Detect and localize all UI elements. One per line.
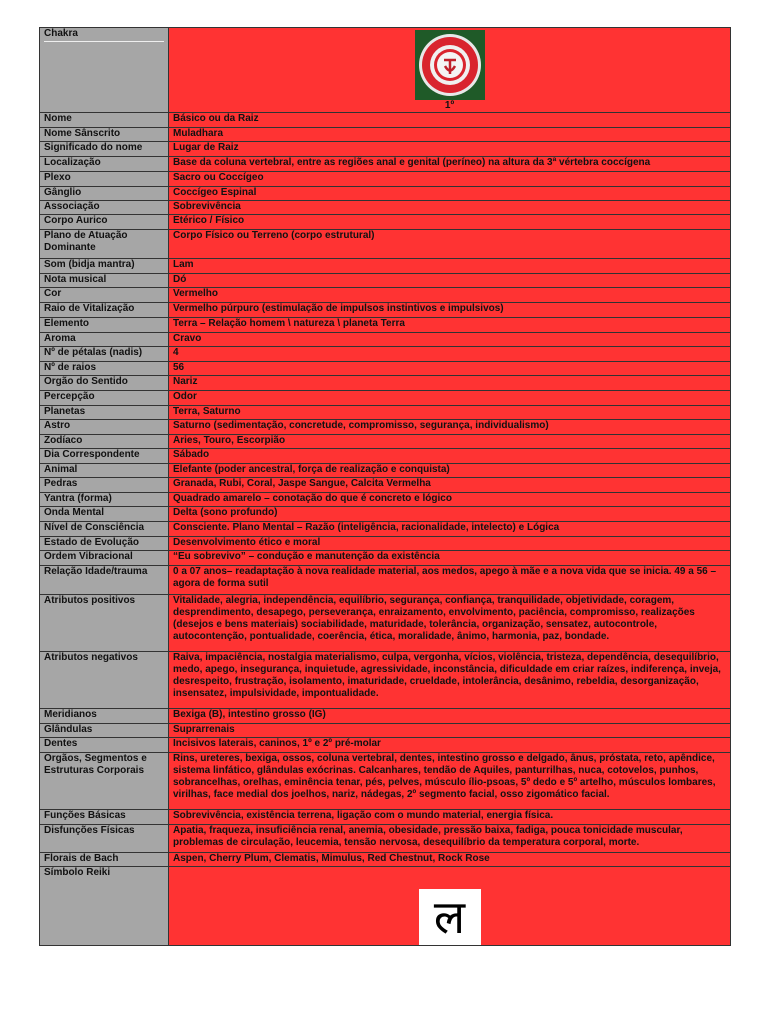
table-row: [40, 201, 731, 215]
table-row: [40, 288, 731, 303]
attribute-value: Sacro ou Coccígeo: [169, 172, 731, 187]
table-row: [40, 157, 731, 172]
attribute-label: Percepção: [40, 391, 169, 406]
header-row: [40, 28, 731, 113]
table-row: [40, 420, 731, 435]
reiki-label: Símbolo Reiki: [40, 867, 169, 946]
attribute-value: 0 a 07 anos– readaptação à nova realidade material, aos medos, apego à mãe e a nova vida que se inicia. 49 a 56 – agora de forma sutil: [169, 566, 731, 595]
attribute-label: Planetas: [40, 406, 169, 420]
attribute-value: Suprarrenais: [169, 724, 731, 738]
attribute-label: Zodíaco: [40, 435, 169, 449]
attribute-label: Orgãos, Segmentos e Estruturas Corporais: [40, 753, 169, 810]
table-row: [40, 187, 731, 201]
chakra-number: 1º: [444, 100, 455, 111]
table-row: [40, 493, 731, 507]
attribute-value: Rins, ureteres, bexiga, ossos, coluna vertebral, dentes, intestino grosso e delgado, ânus, próstata, reto, apêndice, sistema linfático, glândulas exócrinas. Calcanhares, tendão de Aquiles, panturrilhas, nuca, cotovelos, punhos, sobrancelhas, orelhas, eminência tenar, pés, pelves, músculo ílio-psoas, 5º dedo e 5º artelho, músculos lombares, virilhas, face medial dos joelhos, nariz, nádegas, 2º segmento facial, osso zigomático facial.: [169, 753, 731, 810]
attribute-label: Glândulas: [40, 724, 169, 738]
attribute-value: Sobrevivência: [169, 201, 731, 215]
attribute-label: Pedras: [40, 478, 169, 493]
attribute-value: Granada, Rubi, Coral, Jaspe Sangue, Calcita Vermelha: [169, 478, 731, 493]
table-row: [40, 259, 731, 274]
reiki-symbol-box: [419, 889, 481, 945]
table-row: [40, 318, 731, 333]
attribute-label: Atributos negativos: [40, 652, 169, 709]
table-row: [40, 709, 731, 724]
attribute-value: Terra, Saturno: [169, 406, 731, 420]
table-row: [40, 215, 731, 230]
attribute-label: Nº de raios: [40, 362, 169, 376]
table-row: [40, 347, 731, 362]
header-label: Chakra: [40, 28, 169, 113]
table-row: [40, 274, 731, 288]
attribute-value: Básico ou da Raiz: [169, 113, 731, 128]
table-row: [40, 230, 731, 259]
attribute-value: Base da coluna vertebral, entre as regiões anal e genital (períneo) na altura da 3ª vértebra coccígena: [169, 157, 731, 172]
table-row: [40, 595, 731, 652]
table-row: [40, 738, 731, 753]
table-row: [40, 478, 731, 493]
table-row: [40, 566, 731, 595]
table-row: [40, 362, 731, 376]
table-row: [40, 522, 731, 537]
attribute-value: Coccígeo Espinal: [169, 187, 731, 201]
reiki-symbol: ल: [433, 890, 466, 944]
attribute-label: Astro: [40, 420, 169, 435]
attribute-value: Vitalidade, alegria, independência, equilíbrio, segurança, confiança, tranquilidade, objetividade, coragem, desprendimento, desapego, perseverança, enraizamento, envolvimento, paciência, compromisso, realizações (desejos e bens materiais) sociabilidade, maturidade, tolerância, organização, sensatez, autocontrole, autocontenção, pontualidade, coerência, ética, moralidade, ânimo, harmonia, paz, bondade.: [169, 595, 731, 652]
attribute-label: Nome Sânscrito: [40, 128, 169, 142]
attribute-value: Vermelho púrpuro (estimulação de impulsos instintivos e impulsivos): [169, 303, 731, 318]
table-row: [40, 449, 731, 464]
attribute-label: Localização: [40, 157, 169, 172]
table-row: [40, 825, 731, 853]
attribute-value: Vermelho: [169, 288, 731, 303]
attribute-label: Cor: [40, 288, 169, 303]
table-row: [40, 810, 731, 825]
table-row: [40, 753, 731, 810]
attribute-value: Apatia, fraqueza, insuficiência renal, anemia, obesidade, pressão baixa, fadiga, pouca tonicidade muscular, problemas de circulação, leucemia, tensão nervosa, desequilíbrio da temperatura corporal, morte.: [169, 825, 731, 853]
attribute-label: Nível de Consciência: [40, 522, 169, 537]
table-row: [40, 376, 731, 391]
chakra-sheet: [39, 27, 730, 946]
table-row: [40, 507, 731, 522]
attribute-label: Estado de Evolução: [40, 537, 169, 551]
attribute-value: Incisivos laterais, caninos, 1º e 2º pré-molar: [169, 738, 731, 753]
attribute-value: Quadrado amarelo – conotação do que é concreto e lógico: [169, 493, 731, 507]
table-row: [40, 406, 731, 420]
attribute-value: Dó: [169, 274, 731, 288]
attribute-label: Som (bidja mantra): [40, 259, 169, 274]
table-row: [40, 113, 731, 128]
table-row: [40, 142, 731, 157]
attribute-value: Desenvolvimento ético e moral: [169, 537, 731, 551]
table-row: [40, 303, 731, 318]
attribute-label: Funções Básicas: [40, 810, 169, 825]
attribute-value: Aspen, Cherry Plum, Clematis, Mimulus, Red Chestnut, Rock Rose: [169, 853, 731, 867]
table-row: [40, 435, 731, 449]
table-row: [40, 464, 731, 478]
attribute-label: Plano de Atuação Dominante: [40, 230, 169, 259]
attribute-value: Muladhara: [169, 128, 731, 142]
table-row: [40, 551, 731, 566]
table-row: [40, 652, 731, 709]
attribute-value: Áries, Touro, Escorpião: [169, 435, 731, 449]
attribute-value: Terra – Relação homem \ natureza \ planeta Terra: [169, 318, 731, 333]
reiki-value: [169, 867, 731, 946]
attribute-label: Relação Idade/trauma: [40, 566, 169, 595]
attribute-label: Meridianos: [40, 709, 169, 724]
attribute-label: Ordem Vibracional: [40, 551, 169, 566]
attribute-label: Dentes: [40, 738, 169, 753]
attribute-value: Corpo Físico ou Terreno (corpo estrutural): [169, 230, 731, 259]
attribute-label: Elemento: [40, 318, 169, 333]
attribute-label: Atributos positivos: [40, 595, 169, 652]
attribute-label: Aroma: [40, 333, 169, 347]
table-row: [40, 128, 731, 142]
attribute-label: Associação: [40, 201, 169, 215]
table-row: [40, 724, 731, 738]
attribute-label: Raio de Vitalização: [40, 303, 169, 318]
muladhara-logo: [415, 30, 485, 100]
attribute-label: Disfunções Físicas: [40, 825, 169, 853]
attribute-value: Odor: [169, 391, 731, 406]
attribute-label: Animal: [40, 464, 169, 478]
attribute-label: Gânglio: [40, 187, 169, 201]
table-row: [40, 853, 731, 867]
table-row: [40, 537, 731, 551]
attribute-label: Nome: [40, 113, 169, 128]
attribute-label: Dia Correspondente: [40, 449, 169, 464]
attribute-value: Lugar de Raiz: [169, 142, 731, 157]
attribute-value: Lam: [169, 259, 731, 274]
reiki-row: [40, 867, 731, 946]
attribute-value: Cravo: [169, 333, 731, 347]
attribute-label: Nota musical: [40, 274, 169, 288]
attribute-value: Sobrevivência, existência terrena, ligação com o mundo material, energia física.: [169, 810, 731, 825]
attribute-value: Delta (sono profundo): [169, 507, 731, 522]
attribute-label: Corpo Aurico: [40, 215, 169, 230]
table-row: [40, 391, 731, 406]
attribute-value: “Eu sobrevivo” – condução e manutenção da existência: [169, 551, 731, 566]
attribute-label: Nº de pétalas (nadis): [40, 347, 169, 362]
table-row: [40, 333, 731, 347]
attribute-value: 56: [169, 362, 731, 376]
attribute-value: Bexiga (B), intestino grosso (IG): [169, 709, 731, 724]
attribute-label: Onda Mental: [40, 507, 169, 522]
attribute-label: Yantra (forma): [40, 493, 169, 507]
attribute-value: Nariz: [169, 376, 731, 391]
attribute-label: Florais de Bach: [40, 853, 169, 867]
attribute-value: Elefante (poder ancestral, força de realização e conquista): [169, 464, 731, 478]
attribute-label: Orgão do Sentido: [40, 376, 169, 391]
attribute-value: Sábado: [169, 449, 731, 464]
attribute-value: Etérico / Físico: [169, 215, 731, 230]
attribute-label: Plexo: [40, 172, 169, 187]
attribute-value: Consciente. Plano Mental – Razão (inteligência, racionalidade, intelecto) e Lógica: [169, 522, 731, 537]
attribute-value: Saturno (sedimentação, concretude, compromisso, segurança, individualismo): [169, 420, 731, 435]
attribute-value: 4: [169, 347, 731, 362]
attribute-label: Significado do nome: [40, 142, 169, 157]
attribute-value: Raiva, impaciência, nostalgia materialismo, culpa, vergonha, vícios, violência, tristeza, dependência, desequilíbrio, medo, apego, insegurança, inquietude, agressividade, inconstância, dificuldade em criar raízes, indiferença, inveja, desrespeito, frustração, isolamento, imaturidade, crueldade, intolerância, desânimo, rebeldia, desorganização, insensatez, impulsividade, impontualidade.: [169, 652, 731, 709]
chakra-table: [39, 27, 731, 946]
table-row: [40, 172, 731, 187]
header-value: [169, 28, 731, 113]
